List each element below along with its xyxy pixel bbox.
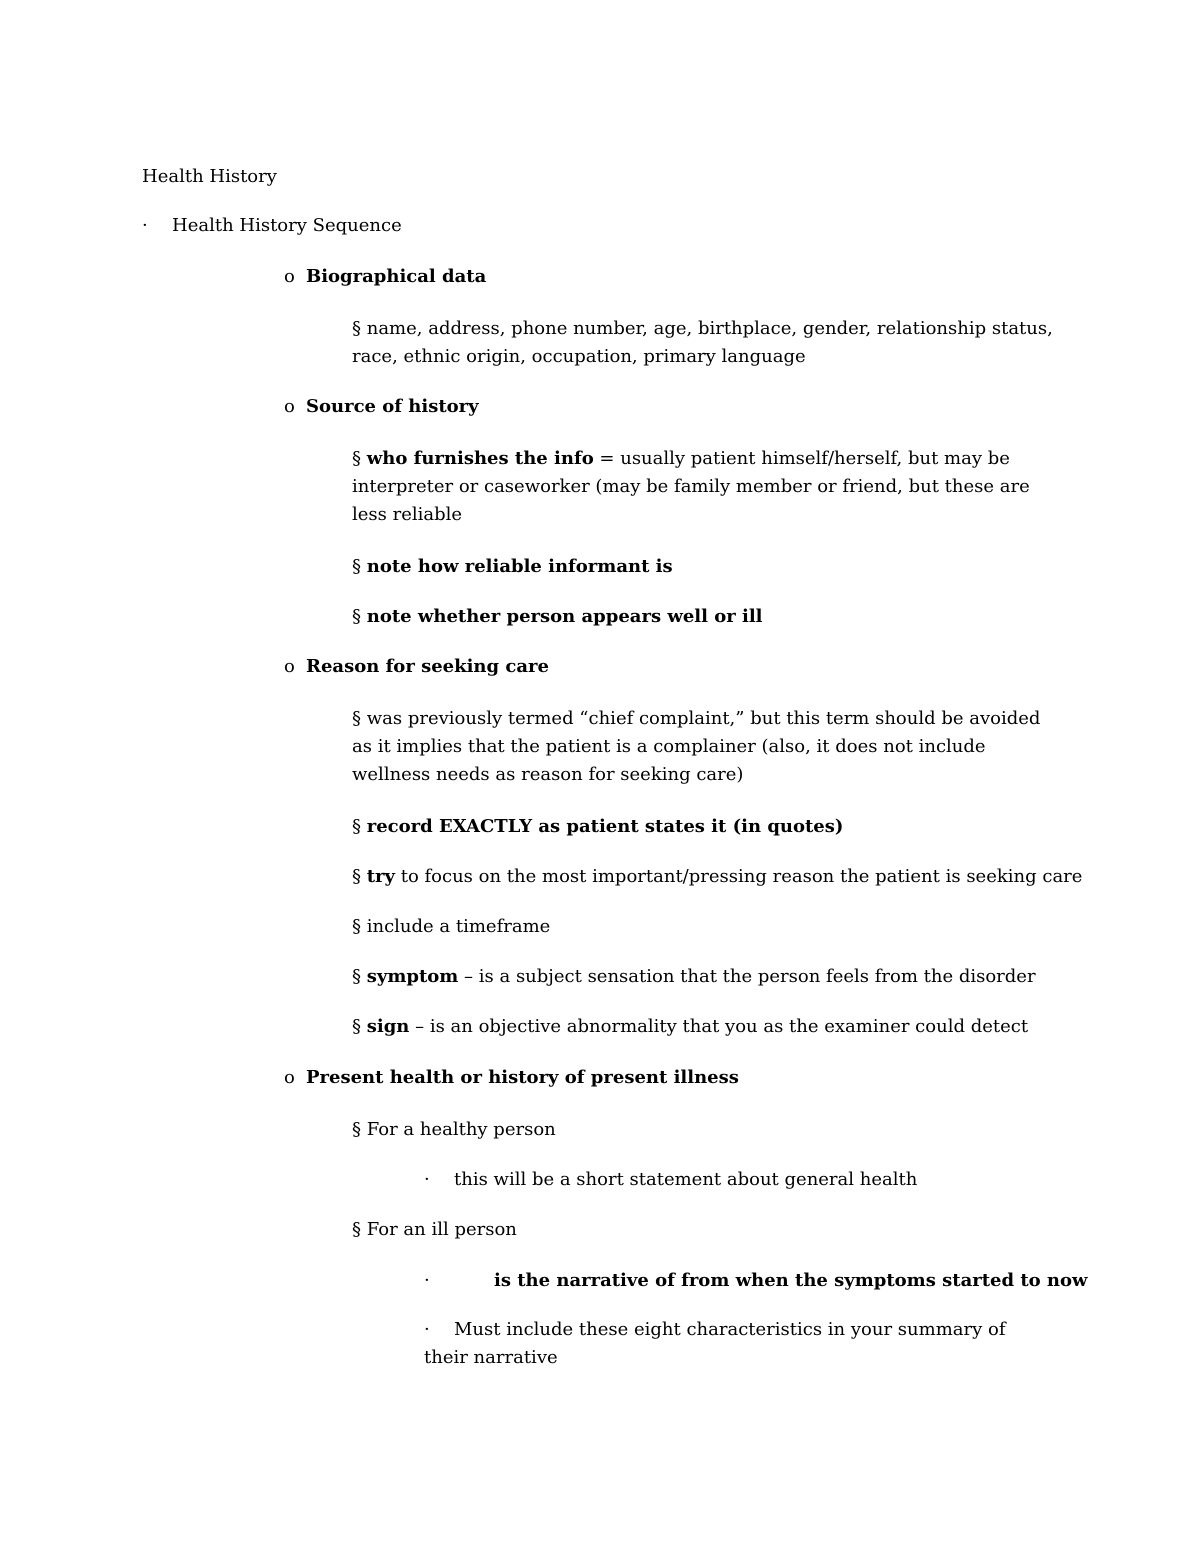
sub-bullet: · — [424, 1270, 430, 1291]
section-bullet: o — [284, 396, 295, 417]
list-item: § record EXACTLY as patient states it (in quotes) — [352, 816, 844, 837]
list-item: § For an ill person — [352, 1219, 517, 1240]
section-heading-present-health: Present health or history of present illness — [306, 1067, 739, 1088]
sub-bullet: · — [424, 1319, 430, 1340]
section-heading-biographical: Biographical data — [306, 266, 487, 287]
list-item: § who furnishes the info = usually patient himself/herself, but may be interpreter or caseworker (may be family member or friend, but these are less reliable — [352, 448, 1030, 525]
section-bullet: o — [284, 1067, 295, 1088]
sub-list-item: Must include these eight characteristics in your summary of their narrative — [424, 1319, 1006, 1368]
section-heading-source: Source of history — [306, 396, 479, 417]
list-item: § For a healthy person — [352, 1119, 556, 1140]
list-item: § include a timeframe — [352, 916, 551, 937]
list-item: § name, address, phone number, age, birthplace, gender, relationship status, race, ethnic origin, occupation, primary language — [352, 318, 1053, 367]
list-item: § sign – is an objective abnormality that you as the examiner could detect — [352, 1016, 1029, 1037]
list-item: § symptom – is a subject sensation that the person feels from the disorder — [352, 966, 1036, 987]
section-bullet: o — [284, 266, 295, 287]
list-item: § note whether person appears well or ill — [352, 606, 763, 627]
sub-list-item: is the narrative of from when the symptoms started to now — [494, 1270, 1088, 1291]
sub-list-item: this will be a short statement about general health — [454, 1169, 918, 1190]
list-item: § note how reliable informant is — [352, 556, 673, 577]
page-title: Health History — [142, 166, 277, 187]
sub-bullet: · — [424, 1169, 430, 1190]
level1-bullet: · — [142, 215, 148, 236]
list-item: § try to focus on the most important/pressing reason the patient is seeking care — [352, 866, 1083, 887]
list-item: § was previously termed “chief complaint,” but this term should be avoided as it implies that the patient is a complainer (also, it does not include wellness needs as reason for seeking care) — [352, 708, 1041, 785]
level1-heading: Health History Sequence — [172, 215, 402, 236]
section-heading-reason: Reason for seeking care — [306, 656, 549, 677]
section-bullet: o — [284, 656, 295, 677]
